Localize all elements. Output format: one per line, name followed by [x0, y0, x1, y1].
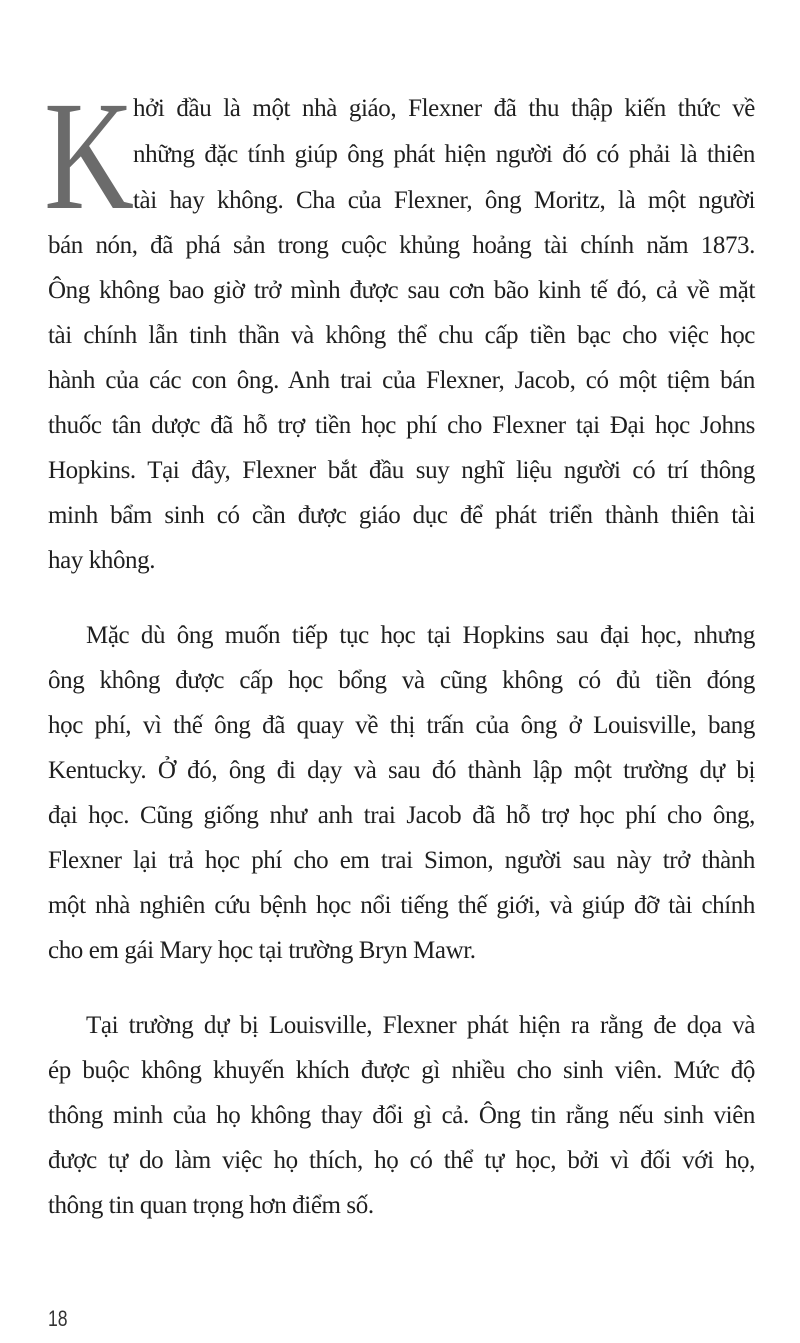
text-line: hởi đầu là một nhà giáo, Flexner đã thu thập kiến thức về	[133, 95, 755, 122]
text-line: bán nón, đã phá sản trong cuộc khủng hoảng tài chính năm 1873.	[48, 232, 755, 259]
text-line: Kentucky. Ở đó, ông đi dạy và sau đó thành lập một trường dự bị	[48, 757, 755, 784]
text-line: cho em gái Mary học tại trường Bryn Mawr.	[48, 937, 476, 964]
text-line: Mặc dù ông muốn tiếp tục học tại Hopkins sau đại học, nhưng	[86, 622, 755, 649]
text-line: hành của các con ông. Anh trai của Flexner, Jacob, có một tiệm bán	[48, 367, 755, 394]
text-line: Tại trường dự bị Louisville, Flexner phát hiện ra rằng đe dọa và	[86, 1012, 755, 1039]
page-number: 18	[48, 1306, 68, 1331]
text-line: một nhà nghiên cứu bệnh học nổi tiếng thế giới, và giúp đỡ tài chính	[48, 892, 755, 919]
text-line: đại học. Cũng giống như anh trai Jacob đã hỗ trợ học phí cho ông,	[48, 802, 755, 829]
text-line: những đặc tính giúp ông phát hiện người đó có phải là thiên	[133, 141, 755, 168]
text-line: thuốc tân dược đã hỗ trợ tiền học phí cho Flexner tại Đại học Johns	[48, 412, 755, 439]
text-line: ông không được cấp học bổng và cũng không có đủ tiền đóng	[48, 667, 755, 694]
text-line: học phí, vì thế ông đã quay về thị trấn của ông ở Louisville, bang	[48, 712, 755, 739]
text-line: tài chính lẫn tinh thần và không thể chu cấp tiền bạc cho việc học	[48, 322, 755, 349]
text-line: được tự do làm việc họ thích, họ có thể tự học, bởi vì đối với họ,	[48, 1147, 755, 1174]
text-line: Ông không bao giờ trở mình được sau cơn bão kinh tế đó, cả về mặt	[48, 277, 755, 304]
text-line: tài hay không. Cha của Flexner, ông Moritz, là một người	[133, 187, 755, 214]
text-line: Hopkins. Tại đây, Flexner bắt đầu suy nghĩ liệu người có trí thông	[48, 457, 755, 484]
text-line: thông tin quan trọng hơn điểm số.	[48, 1192, 374, 1219]
text-line: ép buộc không khuyến khích được gì nhiều cho sinh viên. Mức độ	[48, 1057, 755, 1084]
text-line: thông minh của họ không thay đổi gì cả. Ông tin rằng nếu sinh viên	[48, 1102, 755, 1129]
drop-cap: K	[44, 69, 135, 242]
text-line: minh bẩm sinh có cần được giáo dục để phát triển thành thiên tài	[48, 502, 755, 529]
text-line: Flexner lại trả học phí cho em trai Simon, người sau này trở thành	[48, 847, 755, 874]
text-line: hay không.	[48, 547, 156, 574]
